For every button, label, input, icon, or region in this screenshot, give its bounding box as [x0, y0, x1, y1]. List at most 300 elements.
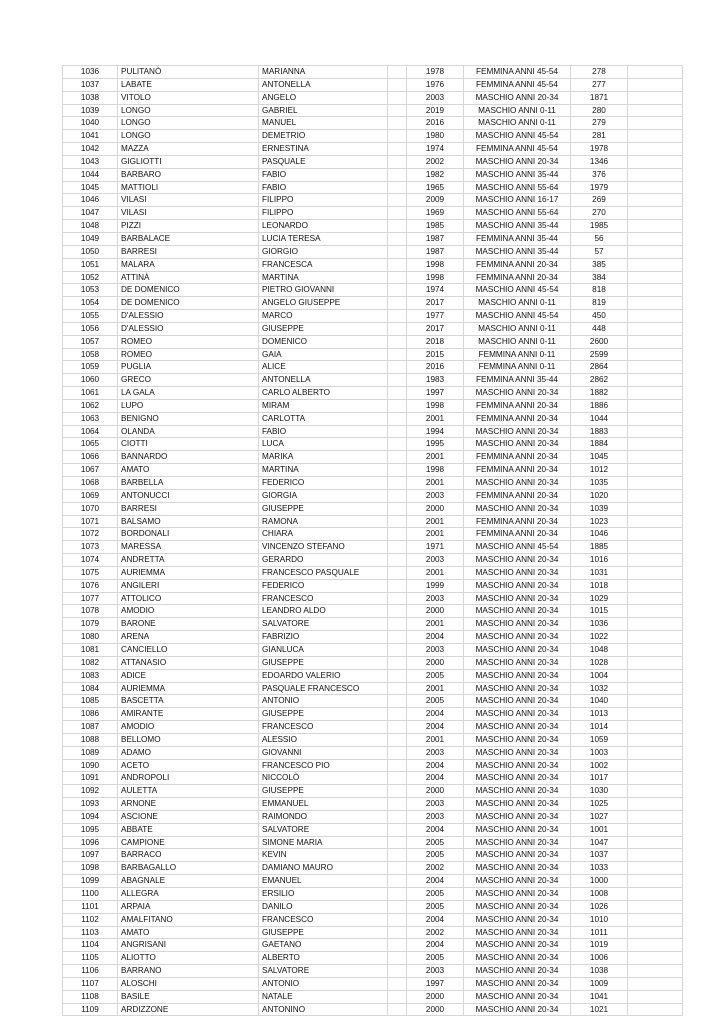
- cell-empty: [628, 66, 683, 79]
- cell-number: 1069: [63, 489, 118, 502]
- cell-surname: AURIEMMA: [118, 682, 259, 695]
- cell-empty: [628, 271, 683, 284]
- cell-surname: OLANDA: [118, 425, 259, 438]
- cell-category: MASCHIO ANNI 20-34: [464, 91, 571, 104]
- cell-category: MASCHIO ANNI 45-54: [464, 284, 571, 297]
- cell-empty: [388, 810, 407, 823]
- cell-first-name: MARTINA: [259, 271, 388, 284]
- cell-code: 450: [571, 310, 628, 323]
- cell-birth-year: 2004: [407, 913, 464, 926]
- cell-empty: [628, 990, 683, 1003]
- cell-category: MASCHIO ANNI 0-11: [464, 322, 571, 335]
- cell-number: 1105: [63, 952, 118, 965]
- cell-first-name: VINCENZO STEFANO: [259, 541, 388, 554]
- cell-empty: [388, 322, 407, 335]
- cell-surname: BORDONALI: [118, 528, 259, 541]
- cell-empty: [388, 66, 407, 79]
- cell-surname: PULITANÒ: [118, 66, 259, 79]
- cell-empty: [628, 232, 683, 245]
- cell-category: MASCHIO ANNI 20-34: [464, 502, 571, 515]
- cell-surname: AURIEMMA: [118, 566, 259, 579]
- cell-number: 1045: [63, 181, 118, 194]
- cell-birth-year: 2001: [407, 412, 464, 425]
- table-row: [63, 322, 683, 335]
- cell-empty: [628, 104, 683, 117]
- cell-code: 384: [571, 271, 628, 284]
- cell-empty: [628, 605, 683, 618]
- cell-category: MASCHIO ANNI 0-11: [464, 104, 571, 117]
- cell-empty: [388, 168, 407, 181]
- cell-number: 1108: [63, 990, 118, 1003]
- cell-birth-year: 2004: [407, 708, 464, 721]
- cell-first-name: PASQUALE FRANCESCO: [259, 682, 388, 695]
- table-row: [63, 579, 683, 592]
- cell-category: MASCHIO ANNI 20-34: [464, 425, 571, 438]
- cell-category: MASCHIO ANNI 20-34: [464, 579, 571, 592]
- cell-code: 1886: [571, 399, 628, 412]
- cell-number: 1047: [63, 207, 118, 220]
- cell-number: 1038: [63, 91, 118, 104]
- cell-birth-year: 2001: [407, 477, 464, 490]
- cell-birth-year: 2001: [407, 733, 464, 746]
- cell-code: 1048: [571, 643, 628, 656]
- cell-first-name: GIUSEPPE: [259, 708, 388, 721]
- cell-birth-year: 2004: [407, 875, 464, 888]
- cell-category: FEMMINA ANNI 20-34: [464, 528, 571, 541]
- cell-category: FEMMINA ANNI 20-34: [464, 412, 571, 425]
- cell-empty: [628, 130, 683, 143]
- cell-code: 280: [571, 104, 628, 117]
- cell-empty: [388, 374, 407, 387]
- cell-number: 1059: [63, 361, 118, 374]
- cell-number: 1102: [63, 913, 118, 926]
- cell-code: 1022: [571, 631, 628, 644]
- cell-empty: [628, 631, 683, 644]
- cell-empty: [388, 759, 407, 772]
- cell-empty: [388, 592, 407, 605]
- cell-category: MASCHIO ANNI 20-34: [464, 695, 571, 708]
- cell-birth-year: 2017: [407, 322, 464, 335]
- cell-category: MASCHIO ANNI 45-54: [464, 130, 571, 143]
- cell-code: 1011: [571, 926, 628, 939]
- cell-birth-year: 2003: [407, 91, 464, 104]
- cell-empty: [628, 785, 683, 798]
- cell-first-name: FABRIZIO: [259, 631, 388, 644]
- cell-surname: MAZZA: [118, 143, 259, 156]
- table-row: [63, 554, 683, 567]
- table-row: [63, 926, 683, 939]
- cell-empty: [388, 117, 407, 130]
- cell-surname: CIOTTI: [118, 438, 259, 451]
- cell-surname: ABBATE: [118, 823, 259, 836]
- cell-surname: VILASI: [118, 194, 259, 207]
- table-row: [63, 759, 683, 772]
- cell-birth-year: 2002: [407, 862, 464, 875]
- cell-code: 2599: [571, 348, 628, 361]
- table-row: [63, 502, 683, 515]
- cell-category: MASCHIO ANNI 20-34: [464, 155, 571, 168]
- cell-first-name: GIUSEPPE: [259, 926, 388, 939]
- cell-empty: [388, 708, 407, 721]
- cell-surname: AMATO: [118, 464, 259, 477]
- cell-birth-year: 2005: [407, 952, 464, 965]
- cell-code: 1025: [571, 798, 628, 811]
- cell-category: MASCHIO ANNI 20-34: [464, 721, 571, 734]
- cell-surname: ARDIZZONE: [118, 1003, 259, 1016]
- cell-empty: [388, 798, 407, 811]
- cell-empty: [388, 618, 407, 631]
- cell-empty: [388, 721, 407, 734]
- cell-empty: [388, 733, 407, 746]
- cell-birth-year: 1982: [407, 168, 464, 181]
- cell-code: 270: [571, 207, 628, 220]
- cell-empty: [628, 733, 683, 746]
- cell-surname: ANTONUCCI: [118, 489, 259, 502]
- table-row: [63, 258, 683, 271]
- cell-surname: ACETO: [118, 759, 259, 772]
- cell-birth-year: 1998: [407, 258, 464, 271]
- cell-surname: MALARA: [118, 258, 259, 271]
- cell-category: MASCHIO ANNI 20-34: [464, 656, 571, 669]
- cell-birth-year: 1994: [407, 425, 464, 438]
- cell-first-name: LUCA: [259, 438, 388, 451]
- cell-birth-year: 2004: [407, 631, 464, 644]
- cell-number: 1057: [63, 335, 118, 348]
- table-row: [63, 271, 683, 284]
- cell-category: MASCHIO ANNI 20-34: [464, 862, 571, 875]
- cell-empty: [628, 695, 683, 708]
- cell-code: 1035: [571, 477, 628, 490]
- table-row: [63, 849, 683, 862]
- table-row: [63, 618, 683, 631]
- cell-empty: [628, 91, 683, 104]
- cell-birth-year: 1976: [407, 78, 464, 91]
- table-row: [63, 566, 683, 579]
- cell-code: 1030: [571, 785, 628, 798]
- cell-surname: BASCETTA: [118, 695, 259, 708]
- cell-birth-year: 1985: [407, 220, 464, 233]
- cell-birth-year: 1998: [407, 464, 464, 477]
- cell-birth-year: 2004: [407, 721, 464, 734]
- cell-birth-year: 2002: [407, 926, 464, 939]
- table-row: [63, 143, 683, 156]
- cell-empty: [628, 168, 683, 181]
- table-row: [63, 399, 683, 412]
- table-row: [63, 181, 683, 194]
- cell-first-name: ALBERTO: [259, 952, 388, 965]
- cell-surname: LABATE: [118, 78, 259, 91]
- cell-surname: PIZZI: [118, 220, 259, 233]
- cell-empty: [388, 387, 407, 400]
- cell-surname: BARONE: [118, 618, 259, 631]
- cell-category: MASCHIO ANNI 20-34: [464, 798, 571, 811]
- cell-empty: [628, 284, 683, 297]
- cell-empty: [628, 656, 683, 669]
- cell-empty: [388, 913, 407, 926]
- cell-number: 1043: [63, 155, 118, 168]
- cell-first-name: CARLOTTA: [259, 412, 388, 425]
- cell-number: 1051: [63, 258, 118, 271]
- table-row: [63, 425, 683, 438]
- cell-category: MASCHIO ANNI 35-44: [464, 168, 571, 181]
- cell-category: MASCHIO ANNI 55-64: [464, 181, 571, 194]
- cell-empty: [388, 605, 407, 618]
- cell-first-name: DANILO: [259, 900, 388, 913]
- cell-category: FEMMINA ANNI 20-34: [464, 399, 571, 412]
- cell-number: 1081: [63, 643, 118, 656]
- cell-category: MASCHIO ANNI 20-34: [464, 669, 571, 682]
- table-row: [63, 155, 683, 168]
- cell-category: MASCHIO ANNI 20-34: [464, 682, 571, 695]
- cell-surname: BARRANO: [118, 965, 259, 978]
- cell-code: 1040: [571, 695, 628, 708]
- table-row: [63, 708, 683, 721]
- cell-number: 1068: [63, 477, 118, 490]
- cell-code: 1002: [571, 759, 628, 772]
- cell-category: MASCHIO ANNI 20-34: [464, 965, 571, 978]
- cell-number: 1076: [63, 579, 118, 592]
- cell-code: 1036: [571, 618, 628, 631]
- cell-first-name: ANTONINO: [259, 1003, 388, 1016]
- cell-first-name: KEVIN: [259, 849, 388, 862]
- cell-birth-year: 2001: [407, 515, 464, 528]
- cell-empty: [628, 849, 683, 862]
- cell-category: FEMMINA ANNI 20-34: [464, 515, 571, 528]
- cell-surname: ANGILERI: [118, 579, 259, 592]
- cell-empty: [388, 91, 407, 104]
- cell-empty: [628, 322, 683, 335]
- cell-birth-year: 1971: [407, 541, 464, 554]
- cell-code: 1000: [571, 875, 628, 888]
- cell-number: 1058: [63, 348, 118, 361]
- cell-birth-year: 1995: [407, 438, 464, 451]
- participants-table: [62, 65, 683, 1016]
- cell-empty: [388, 181, 407, 194]
- cell-category: MASCHIO ANNI 20-34: [464, 566, 571, 579]
- cell-surname: DE DOMENICO: [118, 297, 259, 310]
- cell-birth-year: 1998: [407, 271, 464, 284]
- cell-number: 1099: [63, 875, 118, 888]
- cell-empty: [388, 849, 407, 862]
- cell-first-name: ANGELO GIUSEPPE: [259, 297, 388, 310]
- cell-first-name: GIUSEPPE: [259, 502, 388, 515]
- cell-number: 1075: [63, 566, 118, 579]
- cell-empty: [388, 284, 407, 297]
- table-row: [63, 310, 683, 323]
- cell-empty: [628, 862, 683, 875]
- cell-empty: [628, 1003, 683, 1016]
- cell-birth-year: 2000: [407, 656, 464, 669]
- cell-surname: BARBELLA: [118, 477, 259, 490]
- cell-code: 1001: [571, 823, 628, 836]
- cell-category: FEMMINA ANNI 35-44: [464, 374, 571, 387]
- cell-category: FEMMINA ANNI 20-34: [464, 258, 571, 271]
- cell-first-name: ANTONELLA: [259, 78, 388, 91]
- cell-first-name: CARLO ALBERTO: [259, 387, 388, 400]
- cell-empty: [388, 451, 407, 464]
- cell-empty: [628, 823, 683, 836]
- cell-empty: [628, 258, 683, 271]
- cell-empty: [628, 772, 683, 785]
- cell-empty: [388, 939, 407, 952]
- table-row: [63, 78, 683, 91]
- cell-surname: ATTANASIO: [118, 656, 259, 669]
- cell-category: MASCHIO ANNI 20-34: [464, 785, 571, 798]
- cell-number: 1070: [63, 502, 118, 515]
- cell-category: MASCHIO ANNI 20-34: [464, 643, 571, 656]
- cell-surname: AMODIO: [118, 605, 259, 618]
- cell-category: MASCHIO ANNI 20-34: [464, 977, 571, 990]
- cell-surname: ADAMO: [118, 746, 259, 759]
- cell-number: 1107: [63, 977, 118, 990]
- cell-birth-year: 2000: [407, 502, 464, 515]
- cell-empty: [628, 515, 683, 528]
- cell-category: FEMMINA ANNI 45-54: [464, 66, 571, 79]
- cell-birth-year: 2000: [407, 785, 464, 798]
- cell-first-name: LEONARDO: [259, 220, 388, 233]
- cell-number: 1037: [63, 78, 118, 91]
- cell-empty: [388, 155, 407, 168]
- cell-first-name: FILIPPO: [259, 194, 388, 207]
- table-row: [63, 605, 683, 618]
- cell-surname: VITOLO: [118, 91, 259, 104]
- cell-number: 1087: [63, 721, 118, 734]
- cell-number: 1086: [63, 708, 118, 721]
- cell-first-name: MANUEL: [259, 117, 388, 130]
- cell-empty: [628, 310, 683, 323]
- cell-number: 1062: [63, 399, 118, 412]
- cell-code: 1019: [571, 939, 628, 952]
- cell-category: MASCHIO ANNI 20-34: [464, 387, 571, 400]
- cell-empty: [388, 836, 407, 849]
- table-row: [63, 682, 683, 695]
- cell-number: 1085: [63, 695, 118, 708]
- cell-empty: [628, 541, 683, 554]
- cell-number: 1078: [63, 605, 118, 618]
- cell-empty: [628, 952, 683, 965]
- cell-code: 56: [571, 232, 628, 245]
- cell-category: MASCHIO ANNI 35-44: [464, 245, 571, 258]
- table-row: [63, 939, 683, 952]
- cell-birth-year: 2016: [407, 117, 464, 130]
- cell-first-name: FRANCESCO PASQUALE: [259, 566, 388, 579]
- cell-number: 1073: [63, 541, 118, 554]
- cell-number: 1096: [63, 836, 118, 849]
- cell-surname: ANGRISANI: [118, 939, 259, 952]
- cell-surname: GRECO: [118, 374, 259, 387]
- cell-surname: ATTOLICO: [118, 592, 259, 605]
- cell-first-name: FRANCESCO: [259, 721, 388, 734]
- cell-empty: [628, 669, 683, 682]
- cell-surname: ANDROPOLI: [118, 772, 259, 785]
- cell-number: 1055: [63, 310, 118, 323]
- cell-empty: [388, 348, 407, 361]
- cell-first-name: MARCO: [259, 310, 388, 323]
- cell-empty: [628, 643, 683, 656]
- cell-first-name: SALVATORE: [259, 618, 388, 631]
- cell-category: MASCHIO ANNI 20-34: [464, 605, 571, 618]
- cell-first-name: FABIO: [259, 168, 388, 181]
- cell-empty: [388, 207, 407, 220]
- cell-number: 1091: [63, 772, 118, 785]
- cell-category: MASCHIO ANNI 20-34: [464, 926, 571, 939]
- cell-category: MASCHIO ANNI 20-34: [464, 823, 571, 836]
- cell-empty: [628, 939, 683, 952]
- cell-code: 1017: [571, 772, 628, 785]
- cell-category: MASCHIO ANNI 0-11: [464, 117, 571, 130]
- cell-code: 1032: [571, 682, 628, 695]
- cell-first-name: NATALE: [259, 990, 388, 1003]
- cell-first-name: GIUSEPPE: [259, 785, 388, 798]
- table-row: [63, 888, 683, 901]
- cell-surname: ROMEO: [118, 335, 259, 348]
- cell-birth-year: 2004: [407, 772, 464, 785]
- cell-number: 1065: [63, 438, 118, 451]
- cell-birth-year: 1980: [407, 130, 464, 143]
- cell-first-name: MARIKA: [259, 451, 388, 464]
- cell-number: 1104: [63, 939, 118, 952]
- cell-category: MASCHIO ANNI 0-11: [464, 297, 571, 310]
- cell-first-name: FRANCESCO: [259, 592, 388, 605]
- cell-surname: LONGO: [118, 130, 259, 143]
- cell-birth-year: 1974: [407, 284, 464, 297]
- cell-empty: [388, 669, 407, 682]
- cell-number: 1093: [63, 798, 118, 811]
- cell-empty: [388, 477, 407, 490]
- cell-code: 278: [571, 66, 628, 79]
- cell-first-name: ALESSIO: [259, 733, 388, 746]
- cell-number: 1090: [63, 759, 118, 772]
- cell-category: MASCHIO ANNI 20-34: [464, 554, 571, 567]
- cell-birth-year: 1977: [407, 310, 464, 323]
- cell-surname: ABAGNALE: [118, 875, 259, 888]
- cell-code: 1028: [571, 656, 628, 669]
- cell-empty: [388, 862, 407, 875]
- table-row: [63, 721, 683, 734]
- cell-empty: [388, 746, 407, 759]
- cell-birth-year: 1965: [407, 181, 464, 194]
- cell-number: 1046: [63, 194, 118, 207]
- cell-number: 1036: [63, 66, 118, 79]
- cell-category: FEMMINA ANNI 45-54: [464, 143, 571, 156]
- cell-first-name: MARTINA: [259, 464, 388, 477]
- cell-empty: [628, 117, 683, 130]
- table-row: [63, 451, 683, 464]
- cell-code: 448: [571, 322, 628, 335]
- cell-category: MASCHIO ANNI 20-34: [464, 810, 571, 823]
- table-row: [63, 643, 683, 656]
- table-row: [63, 477, 683, 490]
- cell-empty: [388, 220, 407, 233]
- table-row: [63, 913, 683, 926]
- cell-birth-year: 2005: [407, 900, 464, 913]
- cell-number: 1079: [63, 618, 118, 631]
- table-row: [63, 335, 683, 348]
- cell-surname: ANDRETTA: [118, 554, 259, 567]
- table-row: [63, 1003, 683, 1016]
- cell-first-name: FEDERICO: [259, 579, 388, 592]
- cell-empty: [628, 579, 683, 592]
- cell-first-name: GAETANO: [259, 939, 388, 952]
- cell-code: 1039: [571, 502, 628, 515]
- cell-category: FEMMINA ANNI 20-34: [464, 464, 571, 477]
- cell-empty: [628, 207, 683, 220]
- table-row: [63, 592, 683, 605]
- cell-empty: [388, 566, 407, 579]
- cell-number: 1088: [63, 733, 118, 746]
- cell-birth-year: 1983: [407, 374, 464, 387]
- cell-empty: [628, 746, 683, 759]
